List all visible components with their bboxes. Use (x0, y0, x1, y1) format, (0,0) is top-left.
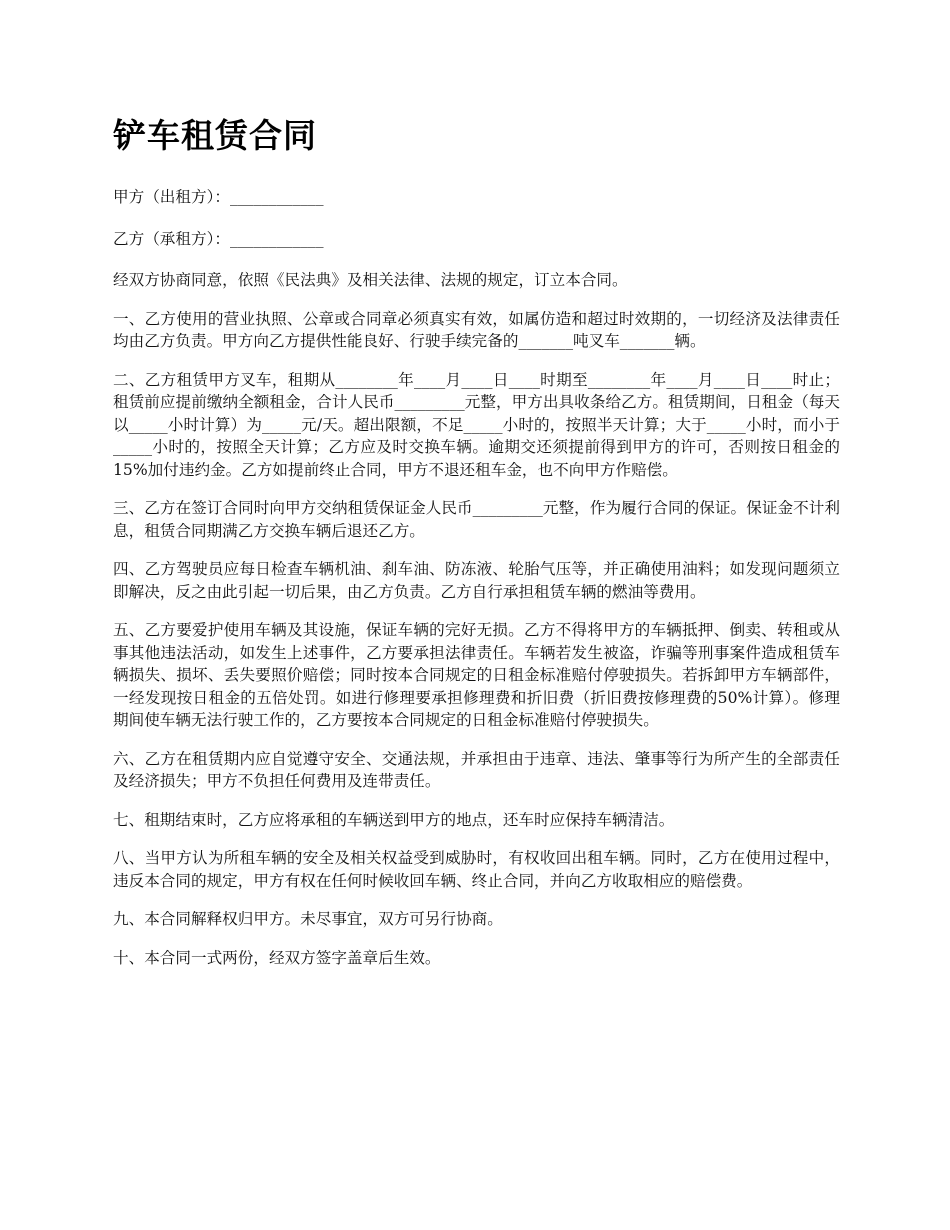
clause-4: 四、乙方驾驶员应每日检查车辆机油、刹车油、防冻液、轮胎气压等，并正确使用油料；如发现问题须立即解决，反之由此引起一切后果，由乙方负责。乙方自行承担租赁车辆的燃油等费用。 (113, 560, 840, 601)
intro-paragraph: 经双方协商同意，依照《民法典》及相关法律、法规的规定，订立本合同。 (113, 271, 628, 289)
clause-6: 六、乙方在租赁期内应自觉遵守安全、交通法规，并承担由于违章、违法、肇事等行为所产生的全部责任及经济损失；甲方不负担任何费用及连带责任。 (113, 749, 840, 790)
clause-8: 八、当甲方认为所租车辆的安全及相关权益受到威胁时，有权收回出租车辆。同时，乙方在使用过程中，违反本合同的规定，甲方有权在任何时候收回车辆、终止合同，并向乙方收取相应的赔偿费。 (113, 849, 840, 890)
document-title: 铲车租赁合同 (113, 116, 317, 155)
clause-10: 十、本合同一式两份，经双方签字盖章后生效。 (113, 948, 441, 967)
clause-3: 三、乙方在签订合同时向甲方交纳租赁保证金人民币_________元整，作为履行合同的保证。保证金不计利息，租赁合同期满乙方交换车辆后退还乙方。 (113, 499, 840, 540)
party-a-line: 甲方（出租方）：____________ (113, 188, 324, 206)
clause-2: 二、乙方租赁甲方叉车，租期从________年____月____日____时期至________年____月____日____时止；租赁前应提前缴纳全额租金，合计人民币_________元整，甲方出具收条给乙方。租赁期间，日租金（每天以_____小时计算）为_____元/天。超出限额，不足_____小时的，按照半天计算；大于_____小时，而小于_____小时的，按照全天计算；乙方应及时交换车辆。逾期交还须提前得到甲方的许可，否则按日租金的15%加付违约金。乙方如提前终止合同，甲方不退还租车金，也不向甲方作赔偿。 (113, 370, 840, 479)
clause-5: 五、乙方要爱护使用车辆及其设施，保证车辆的完好无损。乙方不得将甲方的车辆抵押、倒卖、转租或从事其他违法活动，如发生上述事件，乙方要承担法律责任。车辆若发生被盗，诈骗等刑事案件造成租赁车辆损失、损坏、丢失要照价赔偿；同时按本合同规定的日租金标准赔付停驶损失。若拆卸甲方车辆部件，一经发现按日租金的五倍处罚。如进行修理要承担修理费和折旧费（折旧费按修理费的50%计算）。修理期间使车辆无法行驶工作的，乙方要按本合同规定的日租金标准赔付停驶损失。 (113, 621, 840, 729)
party-b-line: 乙方（承租方）：____________ (113, 229, 324, 248)
clause-7: 七、租期结束时，乙方应将承租的车辆送到甲方的地点，还车时应保持车辆清洁。 (113, 810, 675, 829)
clause-9: 九、本合同解释权归甲方。未尽事宜，双方可另行协商。 (113, 910, 503, 928)
contract-document (113, 112, 840, 985)
clause-1: 一、乙方使用的营业执照、公章或合同章必须真实有效，如属仿造和超过时效期的，一切经济及法律责任均由乙方负责。甲方向乙方提供性能良好、行驶手续完备的_______吨叉车_______辆。 (113, 309, 840, 350)
